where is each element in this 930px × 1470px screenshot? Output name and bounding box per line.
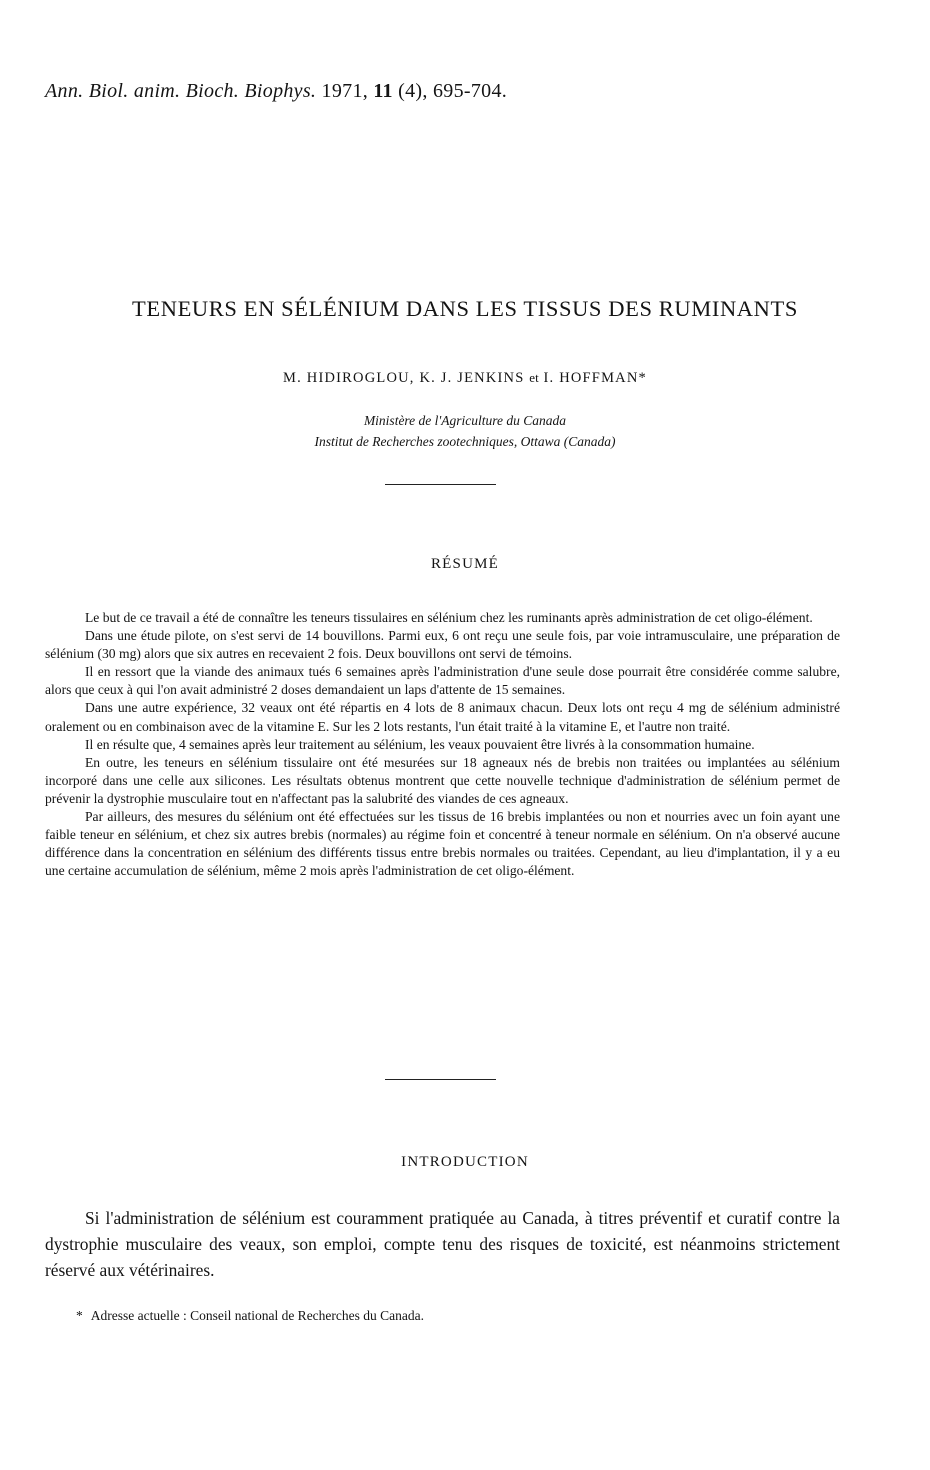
resume-paragraph: Dans une autre expérience, 32 veaux ont été répartis en 4 lots de 8 animaux chacun. Deux lots ont reçu 4 mg de sélénium administré oralement ou en combinaison avec de la vitamine E. Sur les 2 lots restants, l'un était traité à la vitamine E, et l'autre non traité.	[45, 700, 840, 734]
resume-paragraph: Dans une étude pilote, on s'est servi de 14 bouvillons. Parmi eux, 6 ont reçu une seule fois, par voie intramusculaire, une préparation de sélénium (30 mg) alors que six autres en recevaient 2 fois. Deux bouvillons ont servi de témoins.	[45, 628, 840, 662]
footnote	[76, 1308, 424, 1324]
resume-paragraph: Il en ressort que la viande des animaux tués 6 semaines après l'administration d'une seule dose pourrait être considérée comme salubre, alors que ceux à qui l'on avait administré 2 doses demandaient un laps d'attente de 15 semaines.	[45, 664, 840, 698]
introduction-heading: INTRODUCTION	[401, 1154, 529, 1170]
author-conjunction: et	[529, 370, 539, 385]
introduction-body	[45, 1205, 840, 1283]
journal-volume: 11	[373, 80, 393, 102]
resume-heading: RÉSUMÉ	[430, 556, 500, 572]
author-list	[0, 370, 930, 387]
footnote-text: Adresse actuelle : Conseil national de Recherches du Canada.	[90, 1308, 425, 1323]
section-divider	[385, 484, 496, 485]
affiliation-ministry: Ministère de l'Agriculture du Canada	[363, 413, 567, 428]
introduction-paragraph: Si l'administration de sélénium est couramment pratiquée au Canada, à titres préventif et curatif contre la dystrophie musculaire des veaux, son emploi, compte tenu des risques de toxicité, est néanmoins strictement réservé aux vétérinaires.	[45, 1208, 840, 1280]
affiliation	[0, 410, 930, 452]
author-names: M. HIDIROGLOU, K. J. JENKINS	[283, 370, 525, 386]
journal-reference	[45, 80, 507, 103]
footnote-marker: *	[76, 1308, 83, 1323]
author-last: I. HOFFMAN*	[543, 370, 647, 386]
journal-year: 1971,	[321, 80, 369, 102]
paper-title: TENEURS EN SÉLÉNIUM DANS LES TISSUS DES RUMINANTS	[132, 296, 798, 321]
affiliation-institute: Institut de Recherches zootechniques, Ottawa (Canada)	[314, 434, 616, 449]
journal-issue-pages: (4), 695-704.	[398, 80, 508, 102]
resume-paragraph: Le but de ce travail a été de connaître les teneurs tissulaires en sélénium chez les ruminants après administration de cet oligo-élément.	[85, 610, 813, 625]
resume-body	[45, 609, 840, 880]
resume-paragraph: En outre, les teneurs en sélénium tissulaire ont été mesurées sur 18 agneaux nés de brebis non traitées ou implantées au sélénium incorporé dans une celle aux silicones. Les résultats obtenus montrent que cette nouvelle technique d'administration de sélénium permet de prévenir la dystrophie musculaire tout en n'affectant pas la salubrité des viandes de ces agneaux.	[45, 754, 840, 806]
section-divider	[385, 1079, 496, 1080]
resume-paragraph: Par ailleurs, des mesures du sélénium ont été effectuées sur les tissus de 16 brebis implantées ou non et nourries avec un foin ayant une faible teneur en sélénium, et chez six autres brebis (normales) au régime foin et concentré à teneur normale en sélénium. On n'a observé aucune différence dans la concentration en sélénium des différents tissus entre brebis normales ou traitées. Cependant, au lieu d'implantation, il y a eu une certaine accumulation de sélénium, même 2 mois après l'administration de cet oligo-élément.	[45, 809, 840, 879]
resume-paragraph: Il en résulte que, 4 semaines après leur traitement au sélénium, les veaux pouvaient être livrés à la consommation humaine.	[85, 736, 755, 752]
journal-name: Ann. Biol. anim. Bioch. Biophys.	[45, 80, 317, 102]
